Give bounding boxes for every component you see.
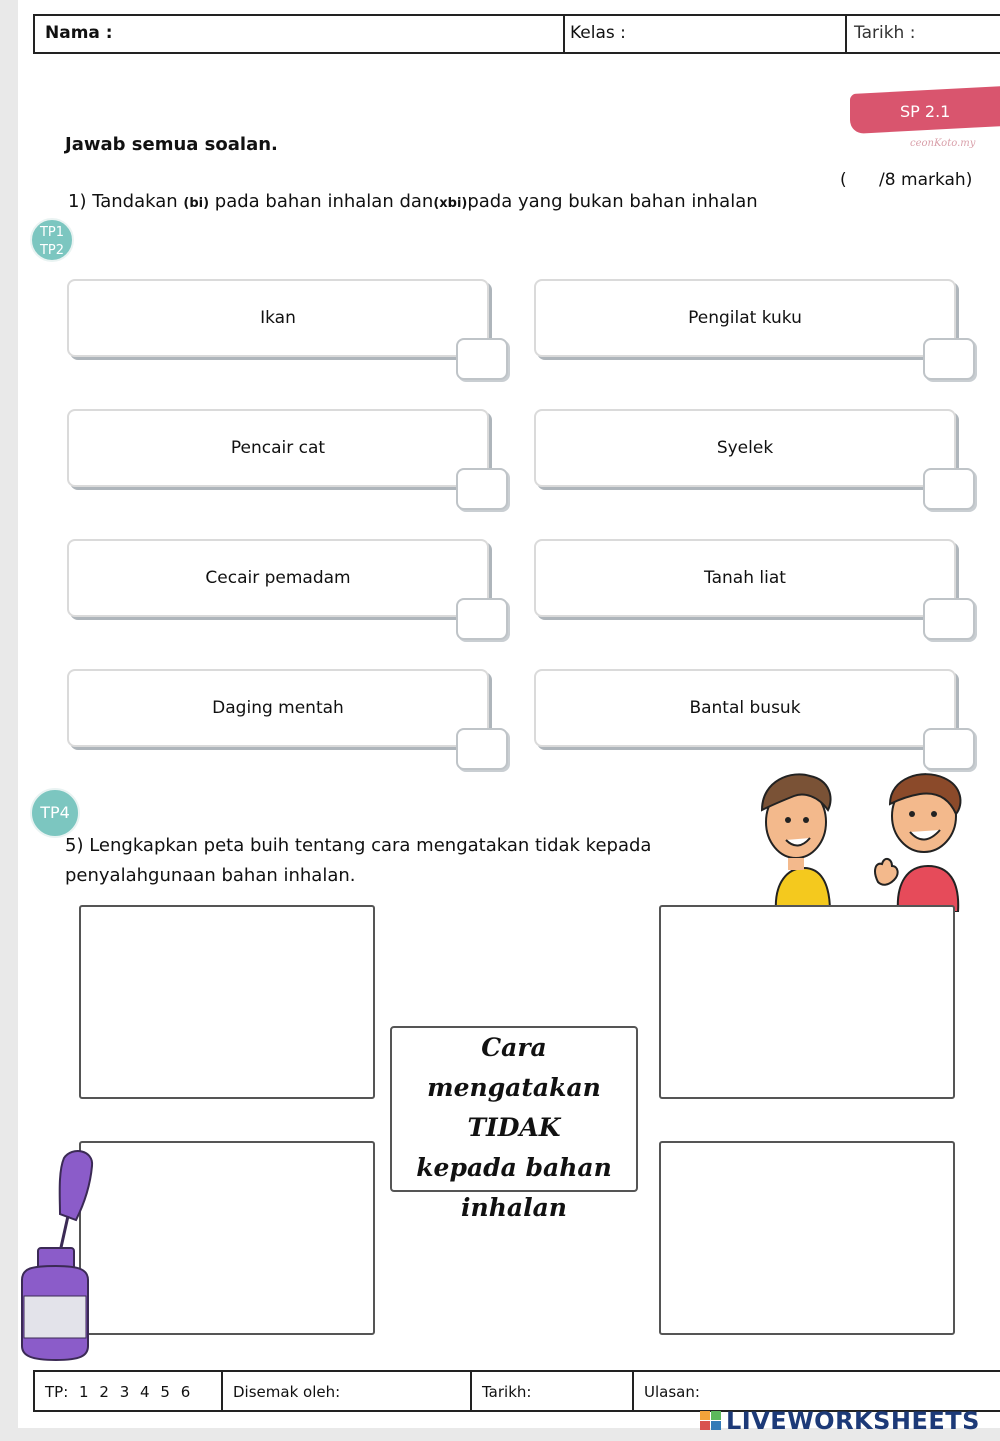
- class-field[interactable]: Kelas :: [565, 16, 847, 52]
- center-line-3: kepada bahan: [416, 1153, 612, 1182]
- answer-box-4[interactable]: [923, 468, 975, 510]
- item-box-3: Pencair cat: [67, 409, 489, 487]
- center-line-4: inhalan: [461, 1193, 567, 1222]
- tp-level-1[interactable]: 1: [79, 1383, 89, 1401]
- item-box-7: Daging mentah: [67, 669, 489, 747]
- tp-level-2[interactable]: 2: [99, 1383, 109, 1401]
- tp-label: TP:: [45, 1383, 69, 1401]
- q1-text-a: 1) Tandakan: [68, 191, 178, 212]
- name-field[interactable]: Nama :: [35, 16, 565, 52]
- q1-text-b: pada bahan inhalan dan: [214, 191, 434, 212]
- cross-symbol: (xbi): [433, 196, 468, 211]
- header-table: [33, 14, 1000, 54]
- instruction: Jawab semua soalan.: [65, 134, 278, 155]
- bubble-center: [390, 1026, 638, 1222]
- date-field[interactable]: Tarikh :: [854, 23, 916, 43]
- item-box-5: Cecair pemadam: [67, 539, 489, 617]
- bubble-box-bottom-right[interactable]: [659, 1141, 955, 1335]
- tp-badge-1-b: TP2: [39, 243, 65, 258]
- nail-polish-icon: [16, 1148, 100, 1362]
- bubble-box-top-left[interactable]: [79, 905, 375, 1099]
- q1-text-c: pada yang bukan bahan inhalan: [467, 191, 758, 212]
- tick-symbol: (bi): [183, 196, 210, 211]
- answer-box-8[interactable]: [923, 728, 975, 770]
- sp-tag: SP 2.1: [900, 102, 951, 121]
- question-1: [68, 191, 758, 212]
- answer-box-2[interactable]: [923, 338, 975, 380]
- tp-badge-4: TP4: [30, 788, 80, 838]
- tp-badge-1: [30, 218, 74, 262]
- tp-level-5[interactable]: 5: [160, 1383, 170, 1401]
- center-line-2: TIDAK: [467, 1113, 561, 1142]
- bubble-box-top-right[interactable]: [659, 905, 955, 1099]
- remarks-field[interactable]: Ulasan:: [644, 1383, 700, 1401]
- item-box-6: Tanah liat: [534, 539, 956, 617]
- item-box-1: Ikan: [67, 279, 489, 357]
- footer-date-field[interactable]: Tarikh:: [472, 1372, 634, 1410]
- tp-level-4[interactable]: 4: [140, 1383, 150, 1401]
- checked-by-field[interactable]: Disemak oleh:: [223, 1372, 472, 1410]
- author-signature: ceonKoto.my: [910, 138, 976, 149]
- item-box-8: Bantal busuk: [534, 669, 956, 747]
- marks: ( /8 markah): [840, 170, 973, 190]
- children-illustration: [748, 770, 970, 912]
- question-5-line-2: penyalahgunaan bahan inhalan.: [65, 865, 356, 886]
- answer-box-7[interactable]: [456, 728, 508, 770]
- answer-box-5[interactable]: [456, 598, 508, 640]
- center-line-1: Cara mengatakan: [427, 1033, 601, 1102]
- item-box-4: Syelek: [534, 409, 956, 487]
- tp-level-3[interactable]: 3: [119, 1383, 130, 1401]
- liveworksheets-logo-icon: [700, 1411, 722, 1431]
- answer-box-1[interactable]: [456, 338, 508, 380]
- answer-box-6[interactable]: [923, 598, 975, 640]
- bubble-box-bottom-left[interactable]: [79, 1141, 375, 1335]
- tp-levels: [35, 1372, 223, 1410]
- tp-badge-1-a: TP1: [39, 225, 65, 240]
- tp-level-6[interactable]: 6: [180, 1383, 191, 1401]
- answer-box-3[interactable]: [456, 468, 508, 510]
- item-box-2: Pengilat kuku: [534, 279, 956, 357]
- footer-table: [33, 1370, 1000, 1412]
- question-5-line-1: 5) Lengkapkan peta buih tentang cara mengatakan tidak kepada: [65, 835, 652, 856]
- liveworksheets-brand[interactable]: LIVEWORKSHEETS: [726, 1407, 980, 1435]
